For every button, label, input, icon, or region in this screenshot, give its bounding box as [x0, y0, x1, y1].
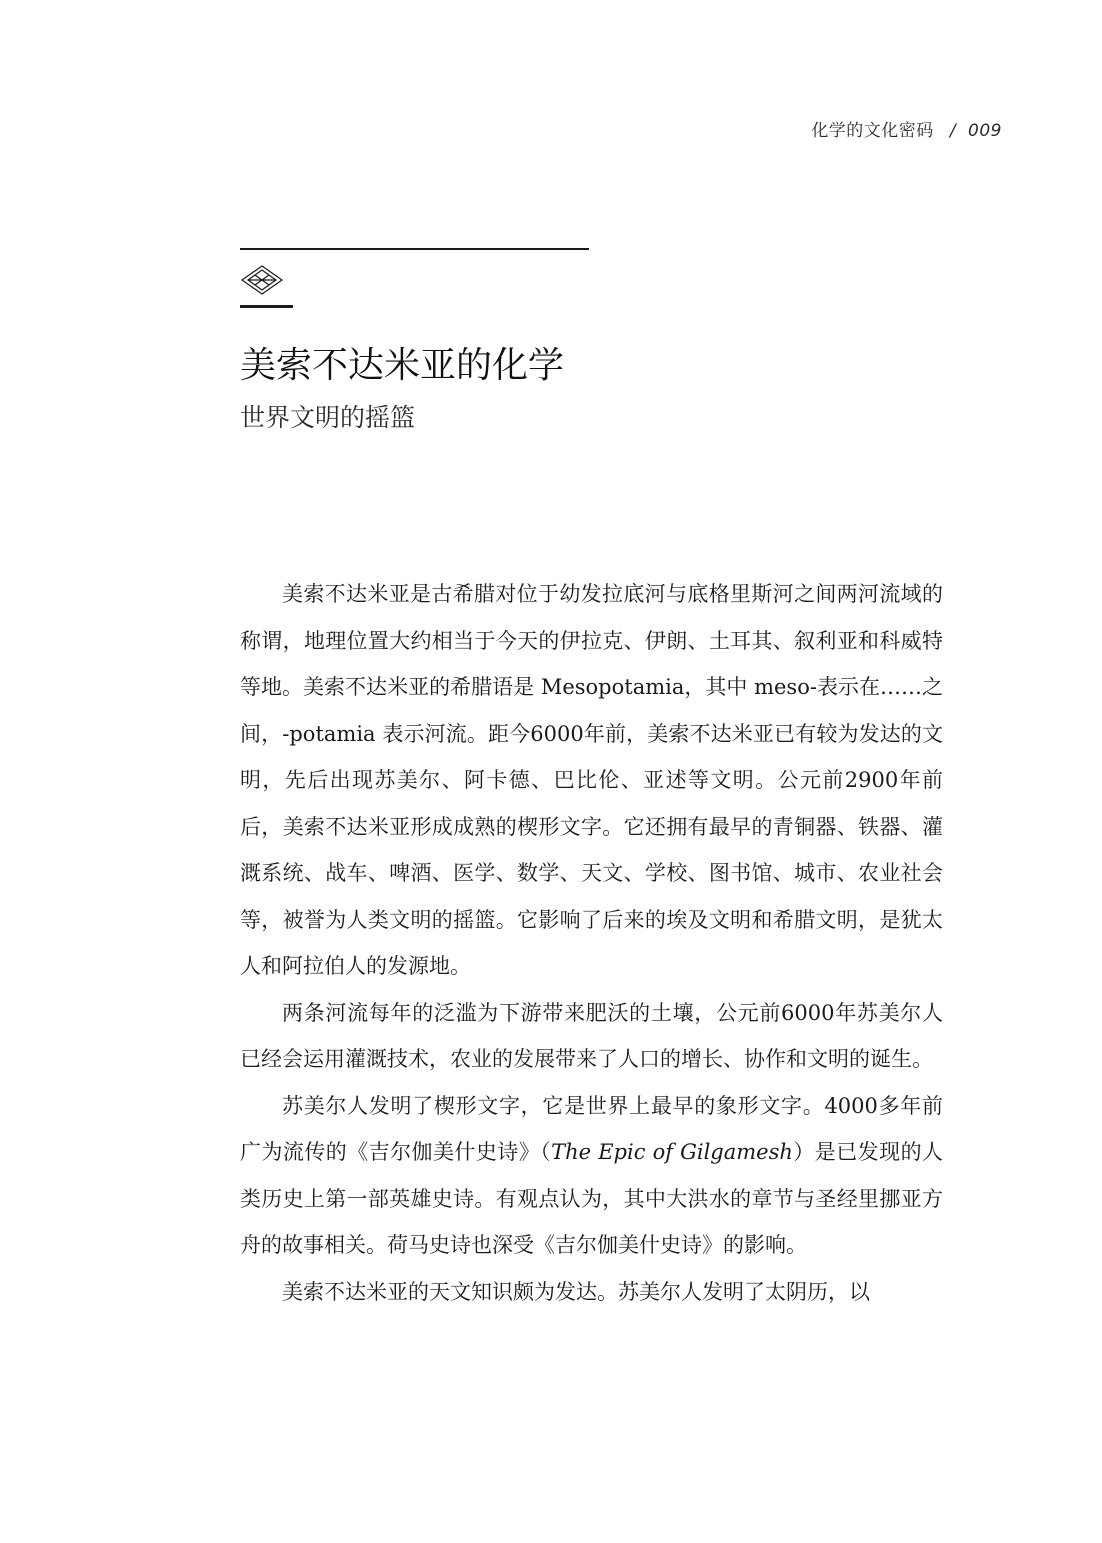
- chapter-short-rule: [240, 305, 293, 308]
- chapter-top-rule: [240, 248, 589, 250]
- running-header: [811, 116, 1002, 141]
- chapter-title: 美索不达米亚的化学: [240, 345, 565, 386]
- diamond-gem-icon: [240, 264, 284, 296]
- english-book-title: The Epic of Gilgamesh: [551, 1140, 793, 1164]
- body-text: [240, 571, 943, 1315]
- paragraph-text: 苏美尔人发明了楔形文字，它是世界上最早的象形文字。4000多年前广为流传的《吉尔伽美什史诗》（: [240, 1093, 943, 1164]
- paragraph: 美索不达米亚是古希腊对位于幼发拉底河与底格里斯河之间两河流域的称谓，地理位置大约相当于今天的伊拉克、伊朗、土耳其、叙利亚和科威特等地。美索不达米亚的希腊语是 Mesopotamia，其中 meso-表示在……之间，-potamia 表示河流。距今6000年前，美索不达米亚已有较为发达的文明，先后出现苏美尔、阿卡德、巴比伦、亚述等文明。公元前2900年前后，美索不达米亚形成成熟的楔形文字。它还拥有最早的青铜器、铁器、灌溉系统、战车、啤酒、医学、数学、天文、学校、图书馆、城市、农业社会等，被誉为人类文明的摇篮。它影响了后来的埃及文明和希腊文明，是犹太人和阿拉伯人的发源地。: [240, 582, 943, 978]
- paragraph-text: ）是已发现的人类历史上第一部英雄史诗。有观点认为，其中大洪水的章节与圣经里挪亚方舟的故事相关。荷马史诗也深受《吉尔伽美什史诗》的影响。: [240, 1140, 944, 1257]
- chapter-subtitle: 世界文明的摇篮: [240, 403, 416, 432]
- paragraph: 两条河流每年的泛滥为下游带来肥沃的土壤，公元前6000年苏美尔人已经会运用灌溉技术，农业的发展带来了人口的增长、协作和文明的诞生。: [240, 1000, 943, 1071]
- book-title: 化学的文化密码: [811, 121, 934, 141]
- paragraph: 美索不达米亚的天文知识颇为发达。苏美尔人发明了太阴历，以: [282, 1279, 870, 1304]
- paragraph: [240, 1083, 943, 1269]
- header-separator: /: [949, 121, 957, 141]
- page-number: 009: [968, 121, 1002, 141]
